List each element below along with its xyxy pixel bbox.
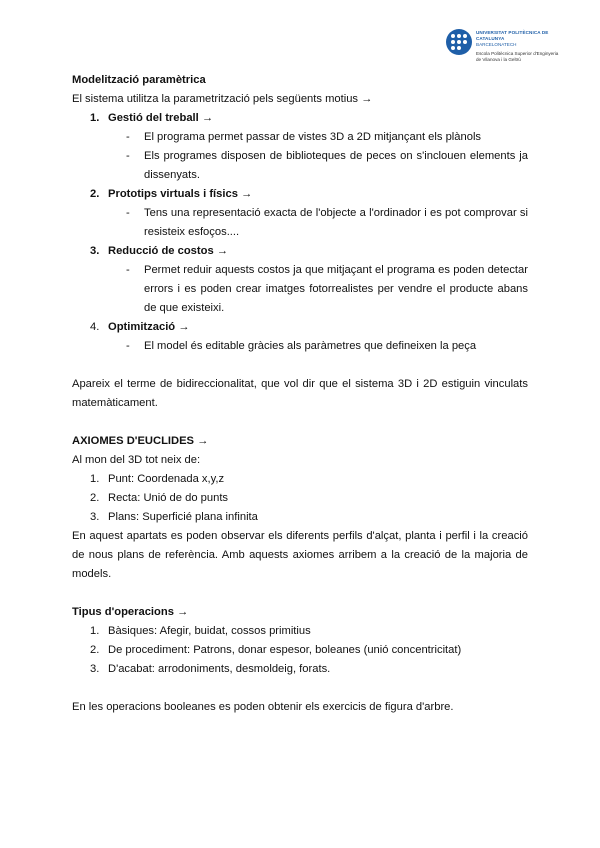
logo-line-1: UNIVERSITAT POLITÈCNICA DE CATALUNYA <box>476 30 549 41</box>
list-item: 2. Prototips virtuals i físics → <box>90 188 253 200</box>
university-logo <box>446 29 576 63</box>
list-item: 3. D'acabat: arrodoniments, desmoldeig, forats. <box>90 663 331 675</box>
logo-line-3: Escola Politècnica Superior d'Enginyeria <box>476 51 559 56</box>
list-item: 4. Optimització → <box>90 321 190 333</box>
logo-line-4: de Vilanova i la Geltrú <box>476 57 521 62</box>
list-item: 1. Bàsiques: Afegir, buidat, cossos primitius <box>90 625 311 637</box>
sub-list-item: - El programa permet passar de vistes 3D a 2D mitjançant els plànols <box>126 131 482 143</box>
sub-list-item: - Permet reduir aquests costos ja que mitjaçant el programa es poden detectar errors i es poden crear imatges fotorrealistes per vendre el producte abans de que existeixi. <box>126 264 528 314</box>
section-title-operacions: Tipus d'operacions → <box>72 606 189 618</box>
section-title-axiomes: AXIOMES D'EUCLIDES → <box>72 435 209 447</box>
document-body <box>72 71 528 717</box>
list-item: 1. Gestió del treball → <box>90 112 214 124</box>
paragraph-axiomes: En aquest apartats es poden observar els diferents perfils d'alçat, planta i perfil i la creació de nous plans de referència. Amb aquests axiomes arribem a la creació de la majoria de models. <box>72 530 528 580</box>
sub-list-item: - Tens una representació exacta de l'objecte a l'ordinador i es pot comprovar si resisteix esfoços.... <box>126 207 528 238</box>
paragraph-bidireccionalitat: Apareix el terme de bidireccionalitat, que vol dir que el sistema 3D i 2D estiguin vinculats matemàticament. <box>72 378 528 409</box>
section-title-modelitzacio: Modelització paramètrica <box>72 74 206 86</box>
section-intro: Al mon del 3D tot neix de: <box>72 454 201 466</box>
list-item: 2. De procediment: Patrons, donar espesor, boleanes (unió concentricitat) <box>90 644 462 656</box>
list-item: 2. Recta: Unió de do punts <box>90 492 229 504</box>
logo-line-2: BARCELONATECH <box>476 42 517 47</box>
paragraph-booleanes: En les operacions booleanes es poden obtenir els exercicis de figura d'arbre. <box>72 701 454 713</box>
list-item: 3. Plans: Superficié plana infinita <box>90 511 258 523</box>
sub-list-item: - Els programes disposen de biblioteques de peces on s'inclouen elements ja dissenyats. <box>126 150 528 181</box>
logo-text <box>476 30 576 63</box>
section-intro: El sistema utilitza la parametrització pels següents motius → <box>72 93 373 105</box>
upc-logo-icon <box>446 29 472 55</box>
sub-list-item: - El model és editable gràcies als paràmetres que defineixen la peça <box>126 340 477 352</box>
list-item: 1. Punt: Coordenada x,y,z <box>90 473 225 485</box>
list-item: 3. Reducció de costos → <box>90 245 228 257</box>
